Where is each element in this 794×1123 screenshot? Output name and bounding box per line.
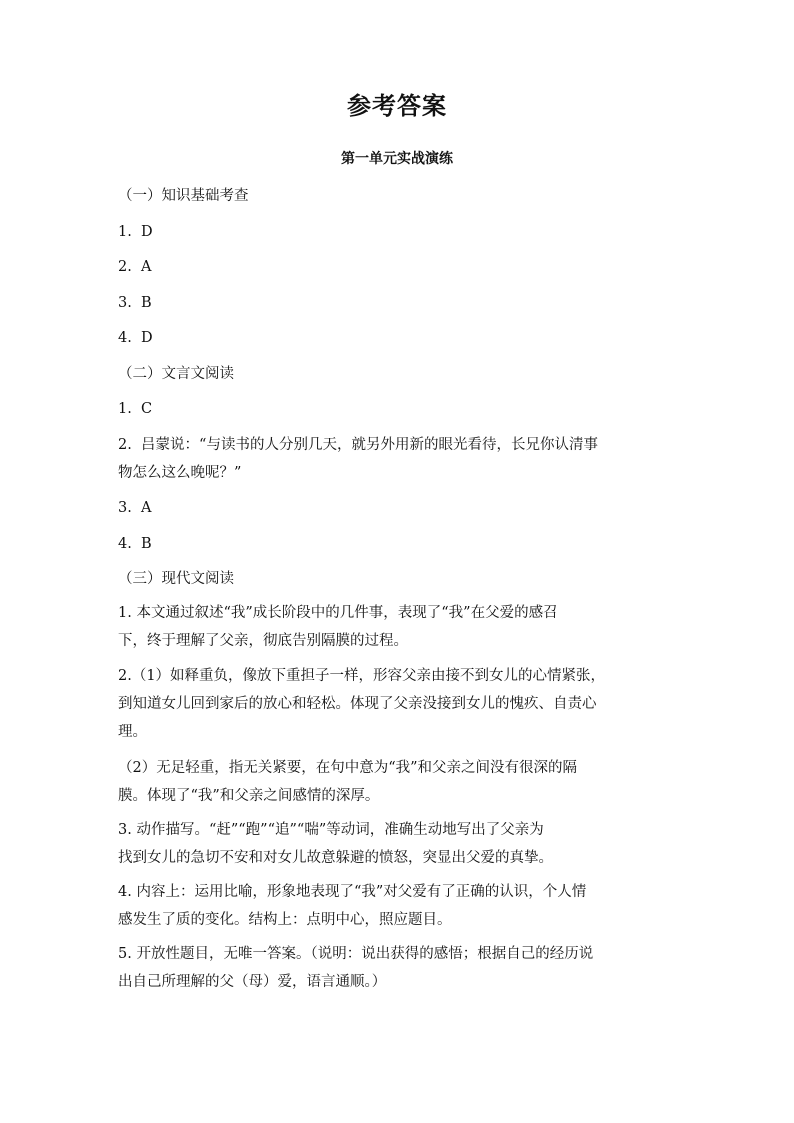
answer-line: 2. A bbox=[118, 259, 152, 275]
answer-line: 3. B bbox=[118, 295, 152, 311]
page-title: 参考答案 bbox=[347, 92, 447, 120]
answer-line: 5. 开放性题目，无唯一答案。（说明：说出获得的感悟；根据自己的经历说 bbox=[118, 946, 594, 962]
answer-line: 感发生了质的变化。结构上：点明中心，照应题目。 bbox=[118, 912, 452, 928]
answer-line: 1. C bbox=[118, 401, 153, 417]
answer-line: 4. D bbox=[118, 330, 153, 346]
answer-line: 到知道女儿回到家后的放心和轻松。体现了父亲没接到女儿的愧疚、自责心 bbox=[118, 696, 597, 712]
answer-line: 出自己所理解的父（母）爱，语言通顺。） bbox=[118, 974, 387, 990]
answer-line: （2）无足轻重，指无关紧要，在句中意为“我”和父亲之间没有很深的隔 bbox=[118, 760, 578, 776]
section-heading-modern: （三）现代文阅读 bbox=[118, 571, 234, 587]
answer-line: 下，终于理解了父亲，彻底告别隔膜的过程。 bbox=[118, 633, 408, 649]
answer-line: 理。 bbox=[118, 724, 147, 740]
section-heading-classical: （二）文言文阅读 bbox=[118, 366, 234, 382]
answer-line: 4. B bbox=[118, 536, 152, 552]
answer-line: 膜。体现了“我”和父亲之间感情的深厚。 bbox=[118, 788, 380, 804]
answer-line: 4. 内容上：运用比喻，形象地表现了“我”对父爱有了正确的认识，个人情 bbox=[118, 884, 587, 900]
answer-line: 2. 吕蒙说：“与读书的人分别几天，就另外用新的眼光看待，长兄你认清事 bbox=[118, 437, 598, 453]
unit-heading: 第一单元实战演练 bbox=[341, 151, 453, 167]
answer-line: 2.（1）如释重负，像放下重担子一样，形容父亲由接不到女儿的心情紧张， bbox=[118, 668, 606, 684]
section-heading-knowledge: （一）知识基础考查 bbox=[118, 188, 249, 204]
answer-line: 找到女儿的急切不安和对女儿故意躲避的愤怒，突显出父爱的真挚。 bbox=[118, 850, 553, 866]
answer-line: 3. A bbox=[118, 500, 152, 516]
answer-line: 1. 本文通过叙述“我”成长阶段中的几件事，表现了“我”在父爱的感召 bbox=[118, 605, 558, 621]
answer-line: 3. 动作描写。“赶”“跑”“追”“喘”等动词，准确生动地写出了父亲为 bbox=[118, 822, 544, 838]
answer-line: 物怎么这么晚呢？” bbox=[118, 465, 242, 481]
answer-line: 1. D bbox=[118, 224, 153, 240]
